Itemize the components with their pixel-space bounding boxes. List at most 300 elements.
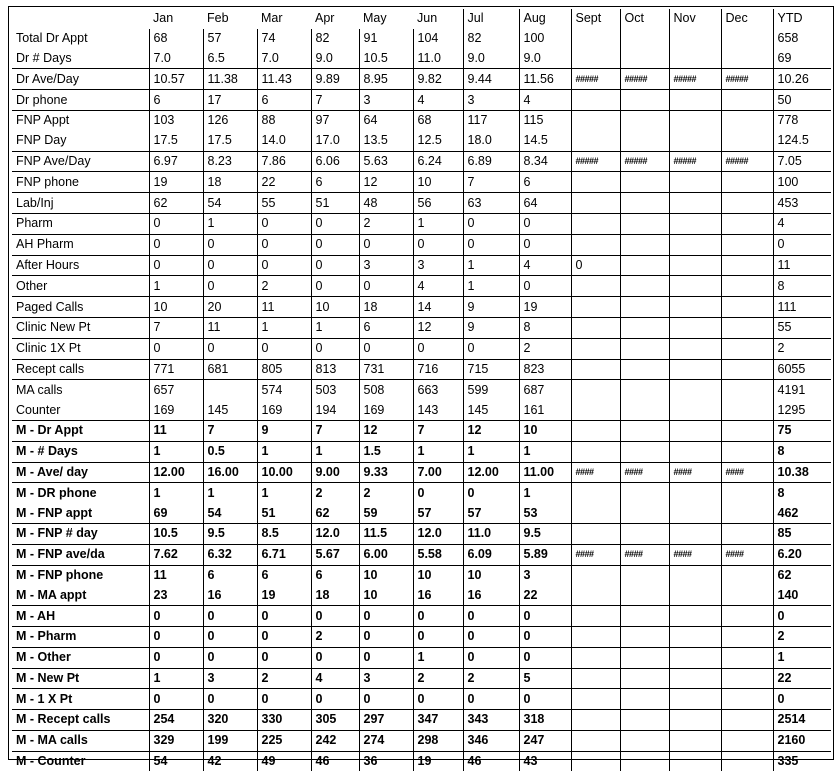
table-row (12, 585, 831, 605)
table-cell (620, 441, 669, 462)
table-cell: 715 (463, 359, 519, 380)
table-cell: 0 (519, 213, 571, 234)
table-cell: 19 (519, 297, 571, 318)
table-cell: 18.0 (463, 131, 519, 151)
table-cell: ##### (721, 69, 773, 90)
table-cell (620, 710, 669, 731)
table-cell: 169 (359, 400, 413, 420)
table-cell (620, 565, 669, 585)
row-label: Total Dr Appt (16, 31, 88, 46)
table-cell: 10.5 (359, 49, 413, 69)
table-cell: 0 (463, 606, 519, 627)
table-cell (571, 585, 620, 605)
table-cell: 126 (203, 110, 257, 130)
table-cell: 2 (413, 668, 463, 689)
table-cell (669, 29, 721, 49)
table-cell: 823 (519, 359, 571, 380)
table-row (12, 544, 831, 565)
table-cell: 36 (359, 751, 413, 771)
table-cell: #### (721, 544, 773, 565)
row-label: M - Dr Appt (12, 420, 149, 441)
table-cell: 1 (463, 441, 519, 462)
table-cell: 0 (413, 483, 463, 503)
table-cell: ##### (721, 151, 773, 172)
table-cell (669, 751, 721, 771)
table-cell: 0 (149, 606, 203, 627)
table-cell: 6 (203, 565, 257, 585)
table-cell: 1 (203, 213, 257, 234)
table-cell: #### (721, 462, 773, 483)
table-cell: 82 (311, 29, 359, 49)
table-cell (571, 565, 620, 585)
table-cell: 2 (773, 338, 831, 359)
table-cell: 7 (311, 420, 359, 441)
table-row (12, 751, 831, 771)
table-cell: 68 (149, 29, 203, 49)
row-label: FNP phone (12, 172, 149, 193)
table-cell: 57 (413, 503, 463, 523)
table-cell: 1 (257, 441, 311, 462)
table-cell (203, 380, 257, 400)
table-cell (669, 213, 721, 234)
table-cell: ##### (620, 151, 669, 172)
table-cell: 62 (311, 503, 359, 523)
table-cell: 51 (257, 503, 311, 523)
table-cell: 16 (463, 585, 519, 605)
table-cell: 17.5 (203, 131, 257, 151)
table-cell (721, 29, 773, 49)
row-label: M - Counter (12, 751, 149, 771)
table-cell: 0 (519, 276, 571, 297)
table-cell: 0 (257, 606, 311, 627)
table-cell: 48 (359, 193, 413, 214)
table-cell (721, 710, 773, 731)
table-cell: 7.0 (149, 49, 203, 69)
row-label: M - MA appt (16, 587, 87, 602)
table-cell: 9.0 (463, 49, 519, 69)
row-label: M - MA calls (12, 730, 149, 751)
table-cell: 6.5 (203, 49, 257, 69)
table-cell: 3 (463, 90, 519, 111)
table-cell: 17.5 (149, 131, 203, 151)
table-cell: 599 (463, 380, 519, 400)
table-cell: 6.09 (463, 544, 519, 565)
table-cell: 0 (311, 689, 359, 710)
table-cell: ##### (620, 69, 669, 90)
table-cell: 75 (773, 420, 831, 441)
table-cell: 9.5 (203, 523, 257, 544)
table-cell: 0 (257, 626, 311, 647)
table-cell: 0 (203, 647, 257, 668)
table-cell: 46 (311, 751, 359, 771)
table-cell: #### (669, 462, 721, 483)
table-cell: 254 (149, 710, 203, 731)
table-row (12, 69, 831, 90)
table-cell: 0 (359, 234, 413, 255)
table-cell: 53 (519, 503, 571, 523)
table-cell (571, 420, 620, 441)
table-cell: 1.5 (359, 441, 413, 462)
table-cell: 0 (257, 234, 311, 255)
table-cell: 1 (149, 441, 203, 462)
table-cell: 17 (203, 90, 257, 111)
table-cell (669, 420, 721, 441)
table-cell: 805 (257, 359, 311, 380)
table-cell: 6 (257, 565, 311, 585)
table-cell (669, 338, 721, 359)
table-cell: 46 (463, 751, 519, 771)
table-cell: 1 (203, 483, 257, 503)
table-cell (721, 606, 773, 627)
table-cell: 11 (149, 420, 203, 441)
table-cell: 69 (149, 503, 203, 523)
table-cell: 0 (463, 483, 519, 503)
table-cell: 1 (149, 668, 203, 689)
table-cell (620, 483, 669, 503)
table-cell (571, 213, 620, 234)
table-cell: 3 (359, 255, 413, 276)
table-cell: 3 (413, 255, 463, 276)
table-cell: 7 (311, 90, 359, 111)
table-cell: 2 (463, 668, 519, 689)
table-cell: 9 (463, 317, 519, 338)
table-cell: 55 (773, 317, 831, 338)
table-cell (721, 730, 773, 751)
row-label: M - Pharm (12, 626, 149, 647)
table-row (12, 689, 831, 710)
table-row (12, 626, 831, 647)
table-cell: 12.5 (413, 131, 463, 151)
table-cell: 0 (413, 234, 463, 255)
table-cell: 8 (773, 276, 831, 297)
table-cell: 11.0 (413, 49, 463, 69)
table-cell: 4191 (773, 380, 831, 400)
column-header: Apr (315, 11, 335, 26)
table-cell: 20 (203, 297, 257, 318)
table-cell: 2 (359, 213, 413, 234)
table-row (12, 151, 831, 172)
table-cell: 88 (257, 110, 311, 130)
table-cell: 23 (149, 585, 203, 605)
table-cell (620, 29, 669, 49)
row-label: FNP Appt (12, 110, 149, 130)
table-cell: 85 (773, 523, 831, 544)
table-cell (669, 585, 721, 605)
table-cell (721, 297, 773, 318)
table-cell: 6 (359, 317, 413, 338)
table-cell: 4 (413, 276, 463, 297)
table-cell: 50 (773, 90, 831, 111)
table-cell: 12 (413, 317, 463, 338)
table-cell: 6.24 (413, 151, 463, 172)
spreadsheet-sheet (8, 6, 834, 769)
table-cell (620, 503, 669, 523)
table-cell (620, 420, 669, 441)
row-label: Other (12, 276, 149, 297)
table-cell: 0 (773, 689, 831, 710)
table-cell: 225 (257, 730, 311, 751)
table-cell (620, 523, 669, 544)
table-cell: 10.5 (149, 523, 203, 544)
table-cell (721, 751, 773, 771)
table-cell: 11.38 (203, 69, 257, 90)
table-cell: 6.32 (203, 544, 257, 565)
table-cell (721, 213, 773, 234)
table-cell: 7.86 (257, 151, 311, 172)
table-cell: 3 (519, 565, 571, 585)
table-cell: 2 (519, 338, 571, 359)
row-label: M - 1 X Pt (12, 689, 149, 710)
table-cell (721, 647, 773, 668)
table-cell: 8.95 (359, 69, 413, 90)
monthly-stats-table (12, 9, 831, 771)
table-cell (669, 193, 721, 214)
table-cell: 54 (203, 503, 257, 523)
table-cell: 1 (149, 276, 203, 297)
row-label: FNP Day (16, 133, 67, 148)
table-row (12, 483, 831, 503)
table-cell (571, 647, 620, 668)
column-header: YTD (773, 9, 831, 29)
table-cell (669, 276, 721, 297)
table-cell: 6 (311, 565, 359, 585)
table-cell: 0 (311, 338, 359, 359)
table-cell: ##### (669, 151, 721, 172)
table-cell: 0 (149, 689, 203, 710)
table-cell: 19 (257, 585, 311, 605)
table-cell: 11.5 (359, 523, 413, 544)
table-cell: 115 (519, 110, 571, 130)
table-cell: 4 (519, 255, 571, 276)
table-cell: 7 (149, 317, 203, 338)
table-cell (721, 110, 773, 130)
table-cell: 124.5 (773, 131, 831, 151)
table-cell (620, 49, 669, 69)
table-cell: 12.0 (311, 523, 359, 544)
table-cell: 19 (149, 172, 203, 193)
table-cell (620, 585, 669, 605)
table-cell: 0 (311, 234, 359, 255)
row-label: MA calls (12, 380, 149, 400)
table-cell: 0 (311, 647, 359, 668)
table-cell (620, 213, 669, 234)
table-cell: 8 (773, 441, 831, 462)
table-cell: 6.71 (257, 544, 311, 565)
table-cell (669, 131, 721, 151)
table-cell: 329 (149, 730, 203, 751)
table-cell: 1295 (773, 400, 831, 420)
table-cell (571, 441, 620, 462)
table-cell: 6.97 (149, 151, 203, 172)
table-cell: 145 (203, 400, 257, 420)
table-cell: 1 (257, 317, 311, 338)
table-cell: 0 (257, 255, 311, 276)
table-cell: 0 (463, 338, 519, 359)
table-cell (571, 110, 620, 130)
table-row (12, 462, 831, 483)
table-cell (721, 626, 773, 647)
table-cell: 56 (413, 193, 463, 214)
table-cell: 813 (311, 359, 359, 380)
table-cell: 55 (257, 193, 311, 214)
table-cell: 0 (203, 338, 257, 359)
table-cell: 194 (311, 400, 359, 420)
table-cell: 2 (257, 668, 311, 689)
row-label: Pharm (12, 213, 149, 234)
table-cell: 51 (311, 193, 359, 214)
table-cell: 0 (203, 689, 257, 710)
row-label: M - FNP ave/da (12, 544, 149, 565)
table-cell: 16 (203, 585, 257, 605)
table-row (12, 255, 831, 276)
table-cell: 140 (773, 585, 831, 605)
table-cell: 0 (149, 255, 203, 276)
table-cell: #### (620, 462, 669, 483)
table-cell: 2 (773, 626, 831, 647)
table-cell (571, 523, 620, 544)
table-cell: 14 (413, 297, 463, 318)
table-cell (669, 483, 721, 503)
table-cell: 0 (359, 276, 413, 297)
column-header: Mar (261, 11, 283, 26)
table-cell: 10.26 (773, 69, 831, 90)
table-cell: 11 (203, 317, 257, 338)
column-header: Oct (620, 9, 669, 29)
table-cell (721, 276, 773, 297)
table-cell: 0.5 (203, 441, 257, 462)
table-cell: 347 (413, 710, 463, 731)
table-row (12, 420, 831, 441)
table-cell (721, 420, 773, 441)
table-cell (620, 359, 669, 380)
table-cell: 1 (311, 317, 359, 338)
table-cell: 0 (519, 626, 571, 647)
table-cell (620, 400, 669, 420)
table-cell: 145 (463, 400, 519, 420)
table-cell (571, 131, 620, 151)
table-cell (620, 317, 669, 338)
table-cell: 18 (359, 297, 413, 318)
table-cell (620, 689, 669, 710)
table-row (12, 523, 831, 544)
column-header: May (363, 11, 387, 26)
table-row (12, 400, 831, 420)
table-cell (669, 172, 721, 193)
table-cell: 62 (149, 193, 203, 214)
row-label: M - # Days (12, 441, 149, 462)
table-cell: 6 (257, 90, 311, 111)
table-cell (571, 276, 620, 297)
table-cell: 169 (257, 400, 311, 420)
table-cell: 7 (463, 172, 519, 193)
table-cell (721, 565, 773, 585)
table-row (12, 647, 831, 668)
table-cell: 0 (519, 647, 571, 668)
table-cell (721, 90, 773, 111)
table-cell: 12.00 (463, 462, 519, 483)
row-label: M - AH (12, 606, 149, 627)
table-cell: 7.00 (413, 462, 463, 483)
table-cell (669, 503, 721, 523)
table-cell: 0 (519, 689, 571, 710)
table-cell: 11.56 (519, 69, 571, 90)
table-cell: 731 (359, 359, 413, 380)
table-cell: 16 (413, 585, 463, 605)
table-cell (669, 234, 721, 255)
table-cell: 7.05 (773, 151, 831, 172)
table-cell: 0 (571, 255, 620, 276)
table-cell: 0 (149, 626, 203, 647)
table-cell: 298 (413, 730, 463, 751)
table-cell (620, 668, 669, 689)
table-cell: 778 (773, 110, 831, 130)
table-cell (620, 234, 669, 255)
column-header: Aug (519, 9, 571, 29)
table-cell: 6.06 (311, 151, 359, 172)
table-cell (721, 317, 773, 338)
table-cell: 103 (149, 110, 203, 130)
table-cell: 462 (773, 503, 831, 523)
table-cell: 274 (359, 730, 413, 751)
table-row (12, 110, 831, 130)
table-row (12, 276, 831, 297)
row-label: Dr phone (12, 90, 149, 111)
header-row (12, 9, 831, 29)
row-label: M - New Pt (12, 668, 149, 689)
table-cell (571, 338, 620, 359)
table-cell: 57 (203, 29, 257, 49)
table-cell: 0 (149, 647, 203, 668)
table-cell: 0 (773, 234, 831, 255)
table-cell (721, 483, 773, 503)
table-cell (620, 338, 669, 359)
table-cell: 1 (149, 483, 203, 503)
column-header: Jun (417, 11, 438, 26)
table-cell (620, 647, 669, 668)
table-cell: 54 (203, 193, 257, 214)
table-cell: 111 (773, 297, 831, 318)
table-cell (620, 626, 669, 647)
table-cell: 0 (311, 276, 359, 297)
table-cell: 0 (149, 213, 203, 234)
table-cell: 68 (413, 110, 463, 130)
table-cell (721, 689, 773, 710)
table-cell (571, 380, 620, 400)
table-cell: 10 (463, 565, 519, 585)
table-cell (571, 234, 620, 255)
table-row (12, 441, 831, 462)
table-cell (571, 626, 620, 647)
table-cell: #### (620, 544, 669, 565)
table-cell: 305 (311, 710, 359, 731)
table-cell (669, 626, 721, 647)
table-cell: 1 (413, 647, 463, 668)
table-cell: 18 (311, 585, 359, 605)
table-cell (721, 338, 773, 359)
table-cell (620, 131, 669, 151)
table-cell: 0 (463, 213, 519, 234)
row-label: M - FNP # day (12, 523, 149, 544)
table-cell: 0 (311, 606, 359, 627)
table-cell: 0 (359, 338, 413, 359)
table-cell (721, 668, 773, 689)
table-cell (669, 400, 721, 420)
column-header: Jul (463, 9, 519, 29)
table-cell (571, 689, 620, 710)
table-cell: 10 (359, 565, 413, 585)
table-cell (721, 255, 773, 276)
table-cell: 657 (149, 380, 203, 400)
